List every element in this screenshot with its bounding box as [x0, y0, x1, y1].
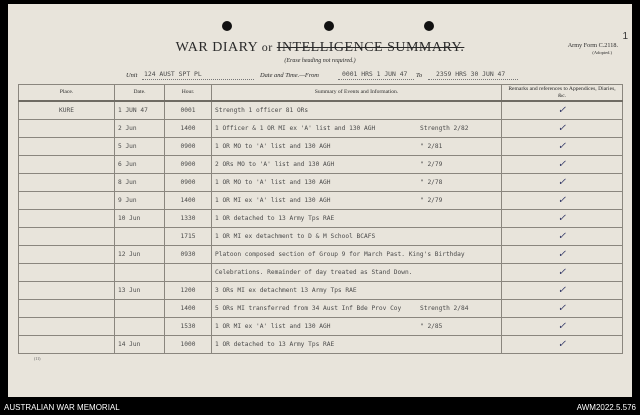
summary-text: 5 ORs MI transferred from 34 Aust Inf Bde Prov Coy — [215, 305, 402, 312]
cell-place — [19, 300, 115, 318]
date-time-label: Date and Time.—From — [260, 72, 319, 79]
cell-place — [19, 228, 115, 246]
unit-label: Unit — [126, 72, 138, 79]
check-mark-icon: ✓ — [557, 338, 567, 350]
table-row — [19, 282, 623, 300]
strength-note: " 2/79 — [420, 197, 443, 204]
cell-remarks — [502, 192, 623, 210]
unit-value: 124 AUST SPT PL — [144, 70, 202, 78]
summary-text: Platoon composed section of Group 9 for March Past. King's Birthday — [215, 251, 465, 258]
cell-summary — [212, 300, 502, 318]
check-mark-icon: ✓ — [557, 302, 567, 314]
unit-line — [8, 70, 632, 82]
summary-text: 2 ORs MO to 'A' list and 130 AGH — [215, 161, 335, 168]
check-mark-icon: ✓ — [557, 122, 567, 134]
summary-text: 1 OR MI ex 'A' list and 130 AGH — [215, 197, 331, 204]
cell-remarks — [502, 318, 623, 336]
summary-text: 1 OR MI ex 'A' list and 130 AGH — [215, 323, 331, 330]
cell-date — [115, 228, 165, 246]
cell-place: KURE — [19, 101, 115, 120]
table-row — [19, 192, 623, 210]
cell-date: 9 Jun — [115, 192, 165, 210]
cell-remarks — [502, 210, 623, 228]
cell-summary — [212, 174, 502, 192]
cell-date: 12 Jun — [115, 246, 165, 264]
cell-date: 6 Jun — [115, 156, 165, 174]
cell-date — [115, 318, 165, 336]
cell-date: 14 Jun — [115, 336, 165, 354]
summary-text: 1 OR MO to 'A' list and 130 AGH — [215, 179, 331, 186]
cell-hour: 1330 — [165, 210, 212, 228]
table-row — [19, 101, 623, 120]
cell-hour: 1200 — [165, 282, 212, 300]
check-mark-icon: ✓ — [557, 320, 567, 332]
cell-summary — [212, 138, 502, 156]
cell-remarks — [502, 156, 623, 174]
table-row — [19, 120, 623, 138]
cell-place — [19, 138, 115, 156]
caption-source: AUSTRALIAN WAR MEMORIAL — [4, 403, 120, 412]
unit-underline — [142, 79, 254, 80]
table-row — [19, 228, 623, 246]
caption-bar — [0, 400, 640, 415]
cell-summary — [212, 246, 502, 264]
table-header-row — [19, 85, 623, 102]
cell-hour — [165, 264, 212, 282]
cell-hour: 0900 — [165, 156, 212, 174]
cell-hour: 0930 — [165, 246, 212, 264]
diary-table — [18, 84, 623, 354]
cell-hour: 0900 — [165, 138, 212, 156]
table-row — [19, 210, 623, 228]
strength-note: " 2/85 — [420, 323, 443, 330]
cell-summary — [212, 120, 502, 138]
cell-place — [19, 282, 115, 300]
binder-hole — [222, 21, 232, 31]
cell-date: 10 Jun — [115, 210, 165, 228]
title-war-diary: WAR DIARY — [175, 40, 258, 55]
cell-hour: 1715 — [165, 228, 212, 246]
strength-note: " 2/78 — [420, 179, 443, 186]
cell-remarks — [502, 174, 623, 192]
summary-text: Celebrations. Remainder of day treated as Stand Down. — [215, 269, 413, 276]
header-summary: Summary of Events and Information. — [212, 85, 502, 102]
strength-note: Strength 2/82 — [420, 125, 469, 132]
cell-place — [19, 318, 115, 336]
cell-hour: 1400 — [165, 300, 212, 318]
check-mark-icon: ✓ — [557, 230, 567, 242]
cell-remarks — [502, 120, 623, 138]
cell-summary — [212, 318, 502, 336]
cell-summary — [212, 210, 502, 228]
from-value: 0001 HRS 1 JUN 47 — [342, 70, 408, 78]
table-row — [19, 318, 623, 336]
cell-date — [115, 300, 165, 318]
cell-place — [19, 120, 115, 138]
table-row — [19, 156, 623, 174]
table-row — [19, 336, 623, 354]
cell-place — [19, 336, 115, 354]
form-number — [568, 42, 618, 56]
strength-note: " 2/79 — [420, 161, 443, 168]
cell-place — [19, 192, 115, 210]
cell-date: 13 Jun — [115, 282, 165, 300]
summary-text: 3 ORs MI ex detachment 13 Army Tps RAE — [215, 287, 357, 294]
cell-date: 1 JUN 47 — [115, 101, 165, 120]
from-underline — [338, 79, 414, 80]
corner-mark: 1 — [622, 31, 628, 42]
check-mark-icon: ✓ — [557, 266, 567, 278]
cell-date: 5 Jun — [115, 138, 165, 156]
cell-summary — [212, 336, 502, 354]
diary-sheet — [8, 4, 632, 397]
binder-hole — [424, 21, 434, 31]
cell-place — [19, 174, 115, 192]
cell-hour: 0001 — [165, 101, 212, 120]
caption-accession: AWM2022.5.576 — [576, 403, 636, 412]
table-row — [19, 174, 623, 192]
form-number-text: Army Form C.2118. — [567, 42, 618, 49]
summary-text: Strength 1 officer 81 ORs — [215, 107, 309, 114]
cell-summary — [212, 264, 502, 282]
cell-remarks — [502, 101, 623, 120]
table-row — [19, 138, 623, 156]
table-row — [19, 300, 623, 318]
summary-text: 1 OR MO to 'A' list and 130 AGH — [215, 143, 331, 150]
header-hour: Hour. — [165, 85, 212, 102]
table-row — [19, 246, 623, 264]
to-label: To — [416, 72, 423, 79]
check-mark-icon: ✓ — [557, 248, 567, 260]
cell-date: 2 Jun — [115, 120, 165, 138]
cell-summary — [212, 156, 502, 174]
table-row — [19, 264, 623, 282]
form-footnote: (11) — [34, 356, 41, 361]
title-intelligence-summary: INTELLIGENCE SUMMARY. — [276, 40, 465, 55]
header-remarks: Remarks and references to Appendices, Diaries, &c. — [502, 85, 623, 102]
cell-remarks — [502, 282, 623, 300]
check-mark-icon: ✓ — [557, 176, 567, 188]
to-value: 2359 HRS 30 JUN 47 — [436, 70, 506, 78]
cell-place — [19, 156, 115, 174]
strength-note: " 2/81 — [420, 143, 443, 150]
cell-place — [19, 246, 115, 264]
cell-summary — [212, 101, 502, 120]
binder-hole — [324, 21, 334, 31]
form-subtitle: (Erase heading not required.) — [284, 58, 356, 64]
summary-text: 1 OR MI ex detachment to D & M School BCAFS — [215, 233, 376, 240]
form-title — [8, 40, 632, 56]
summary-text: 1 OR detached to 13 Army Tps RAE — [215, 341, 335, 348]
cell-remarks — [502, 246, 623, 264]
cell-hour: 1000 — [165, 336, 212, 354]
check-mark-icon: ✓ — [557, 158, 567, 170]
cell-hour: 1530 — [165, 318, 212, 336]
summary-text: 1 OR detached to 13 Army Tps RAE — [215, 215, 335, 222]
strength-note: Strength 2/84 — [420, 305, 469, 312]
check-mark-icon: ✓ — [557, 104, 567, 116]
cell-date: 8 Jun — [115, 174, 165, 192]
cell-place — [19, 264, 115, 282]
cell-remarks — [502, 336, 623, 354]
cell-remarks — [502, 264, 623, 282]
cell-hour: 1400 — [165, 192, 212, 210]
cell-hour: 1400 — [165, 120, 212, 138]
cell-summary — [212, 228, 502, 246]
cell-date — [115, 264, 165, 282]
check-mark-icon: ✓ — [557, 212, 567, 224]
header-place: Place. — [19, 85, 115, 102]
check-mark-icon: ✓ — [557, 284, 567, 296]
cell-remarks — [502, 300, 623, 318]
to-underline — [428, 79, 518, 80]
cell-remarks — [502, 228, 623, 246]
cell-place — [19, 210, 115, 228]
title-or: or — [261, 40, 273, 54]
check-mark-icon: ✓ — [557, 194, 567, 206]
check-mark-icon: ✓ — [557, 140, 567, 152]
cell-remarks — [502, 138, 623, 156]
cell-summary — [212, 282, 502, 300]
cell-hour: 0900 — [165, 174, 212, 192]
summary-text: 1 Officer & 1 OR MI ex 'A' list and 130 AGH — [215, 125, 376, 132]
cell-summary — [212, 192, 502, 210]
header-date: Date. — [115, 85, 165, 102]
form-note: (Adopted.) — [592, 50, 612, 55]
